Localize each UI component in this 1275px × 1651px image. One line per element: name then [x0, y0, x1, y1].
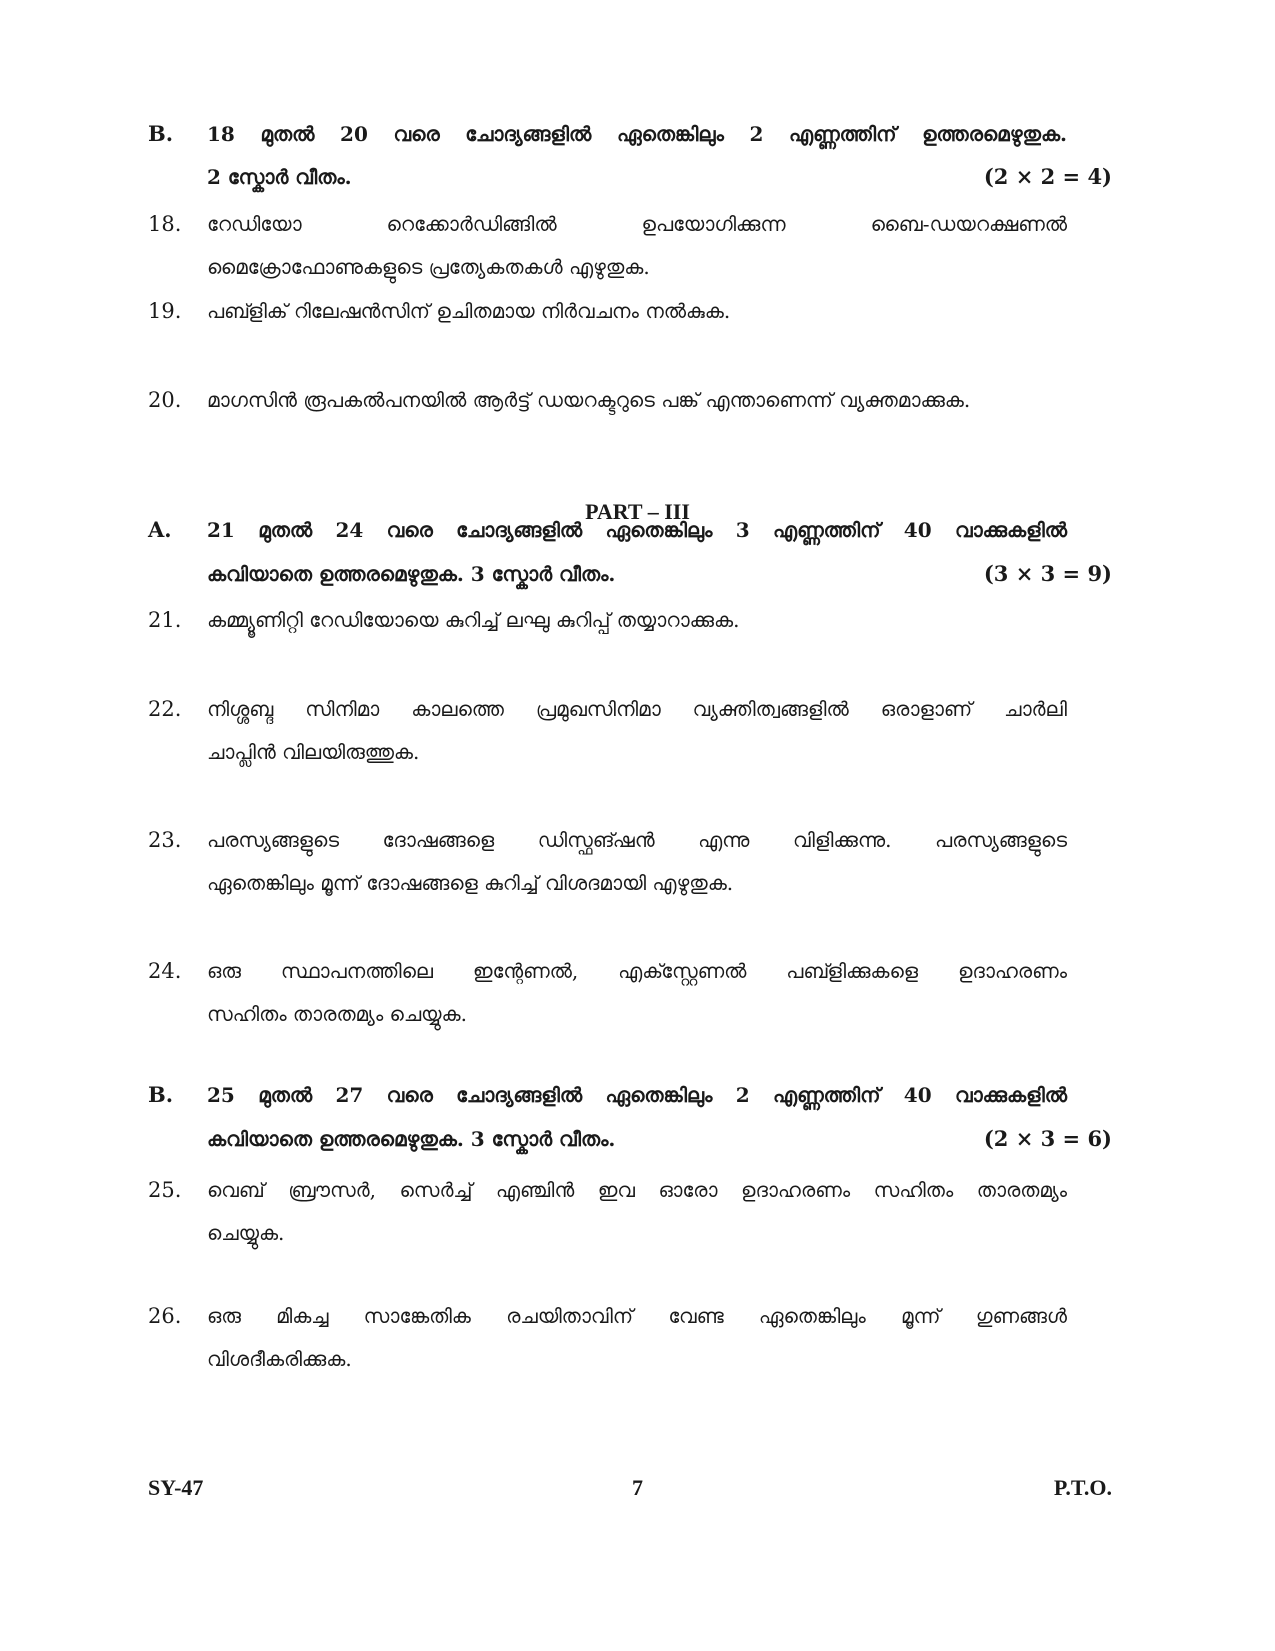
part-heading: PART – III: [585, 499, 690, 524]
instruction-line: 21 മുതൽ 24 വരെ ചോദ്യങ്ങളിൽ ഏതെങ്കിലും 3 എണ്ണത്തിന് 40 വാക്കുകളിൽ: [207, 518, 1067, 542]
question-text-line: ചെയ്യുക.: [207, 1221, 285, 1245]
question-number: 21.: [148, 608, 182, 632]
instruction-line: 25 മുതൽ 27 വരെ ചോദ്യങ്ങളിൽ ഏതെങ്കിലും 2 എണ്ണത്തിന് 40 വാക്കുകളിൽ: [207, 1083, 1067, 1107]
question-text-line: പബ്ളിക് റിലേഷൻസിന് ഉചിതമായ നിർവചനം നൽകുക.: [207, 299, 731, 323]
question-text-line: വിശദീകരിക്കുക.: [207, 1347, 352, 1371]
section-label: B.: [148, 1082, 174, 1107]
please-turn-over: P.T.O.: [1053, 1475, 1112, 1500]
question-text-line: ഒരു മികച്ച സാങ്കേതിക രചയിതാവിന് വേണ്ട ഏതെങ്കിലും മൂന്ന് ഗുണങ്ങൾ: [207, 1304, 1067, 1328]
question-text-line: സഹിതം താരതമ്യം ചെയ്യുക.: [207, 1002, 467, 1026]
question-number: 22.: [148, 697, 182, 721]
question-number: 25.: [148, 1178, 182, 1202]
question-text-line: മാഗസിൻ രൂപകൽപനയിൽ ആർട്ട് ഡയറക്ടറുടെ പങ്ക് എന്താണെന്ന് വ്യക്തമാക്കുക.: [207, 388, 971, 412]
question-text-line: നിശ്ശബ്ദ സിനിമാ കാലത്തെ പ്രമുഖസിനിമാ വ്യക്തിത്വങ്ങളിൽ ഒരാളാണ് ചാർലി: [207, 697, 1067, 721]
page-number: 7: [632, 1475, 643, 1500]
instruction-line: 18 മുതൽ 20 വരെ ചോദ്യങ്ങളിൽ ഏതെങ്കിലും 2 എണ്ണത്തിന് ഉത്തരമെഴുതുക.: [207, 122, 1067, 146]
question-text-line: ഏതെങ്കിലും മൂന്ന് ദോഷങ്ങളെ കുറിച്ച് വിശദമായി എഴുതുക.: [207, 871, 734, 895]
marks-allocation: (2 × 2 = 4): [983, 164, 1112, 189]
question-number: 19.: [148, 299, 182, 323]
question-text-line: വെബ് ബ്രൗസർ, സെർച്ച് എഞ്ചിൻ ഇവ ഓരോ ഉദാഹരണം സഹിതം താരതമ്യം: [207, 1178, 1067, 1202]
question-text-line: ചാപ്ലിൻ വിലയിരുത്തുക.: [207, 740, 420, 764]
question-text-line: ഒരു സ്ഥാപനത്തിലെ ഇന്റേണൽ, എക്സ്റ്റേണൽ പബ്ളിക്കുകളെ ഉദാഹരണം: [207, 959, 1067, 983]
question-number: 18.: [148, 212, 182, 236]
question-number: 24.: [148, 959, 182, 983]
instruction-line: കവിയാതെ ഉത്തരമെഴുതുക. 3 സ്കോർ വീതം.: [207, 562, 616, 586]
section-label: B.: [148, 121, 174, 146]
paper-code: SY-47: [148, 1475, 204, 1500]
marks-allocation: (2 × 3 = 6): [983, 1126, 1112, 1151]
question-number: 23.: [148, 828, 182, 852]
instruction-line: 2 സ്കോർ വീതം.: [207, 165, 352, 189]
question-text-line: പരസ്യങ്ങളുടെ ദോഷങ്ങളെ ഡിസ്ഫങ്ഷൻ എന്നു വിളിക്കുന്നു. പരസ്യങ്ങളുടെ: [207, 828, 1067, 852]
question-number: 20.: [148, 388, 182, 412]
instruction-line: കവിയാതെ ഉത്തരമെഴുതുക. 3 സ്കോർ വീതം.: [207, 1127, 616, 1151]
question-text-line: മൈക്രോഫോണുകളുടെ പ്രത്യേകതകൾ എഴുതുക.: [207, 255, 650, 279]
marks-allocation: (3 × 3 = 9): [983, 561, 1112, 586]
question-number: 26.: [148, 1304, 182, 1328]
section-label: A.: [148, 517, 172, 542]
question-text-line: കമ്മ്യൂണിറ്റി റേഡിയോയെ കുറിച്ച് ലഘു കുറിപ്പ് തയ്യാറാക്കുക.: [207, 608, 740, 632]
question-text-line: റേഡിയോ റെക്കോർഡിങ്ങിൽ ഉപയോഗിക്കുന്ന ബൈ-ഡയറക്ഷണൽ: [207, 212, 1067, 236]
